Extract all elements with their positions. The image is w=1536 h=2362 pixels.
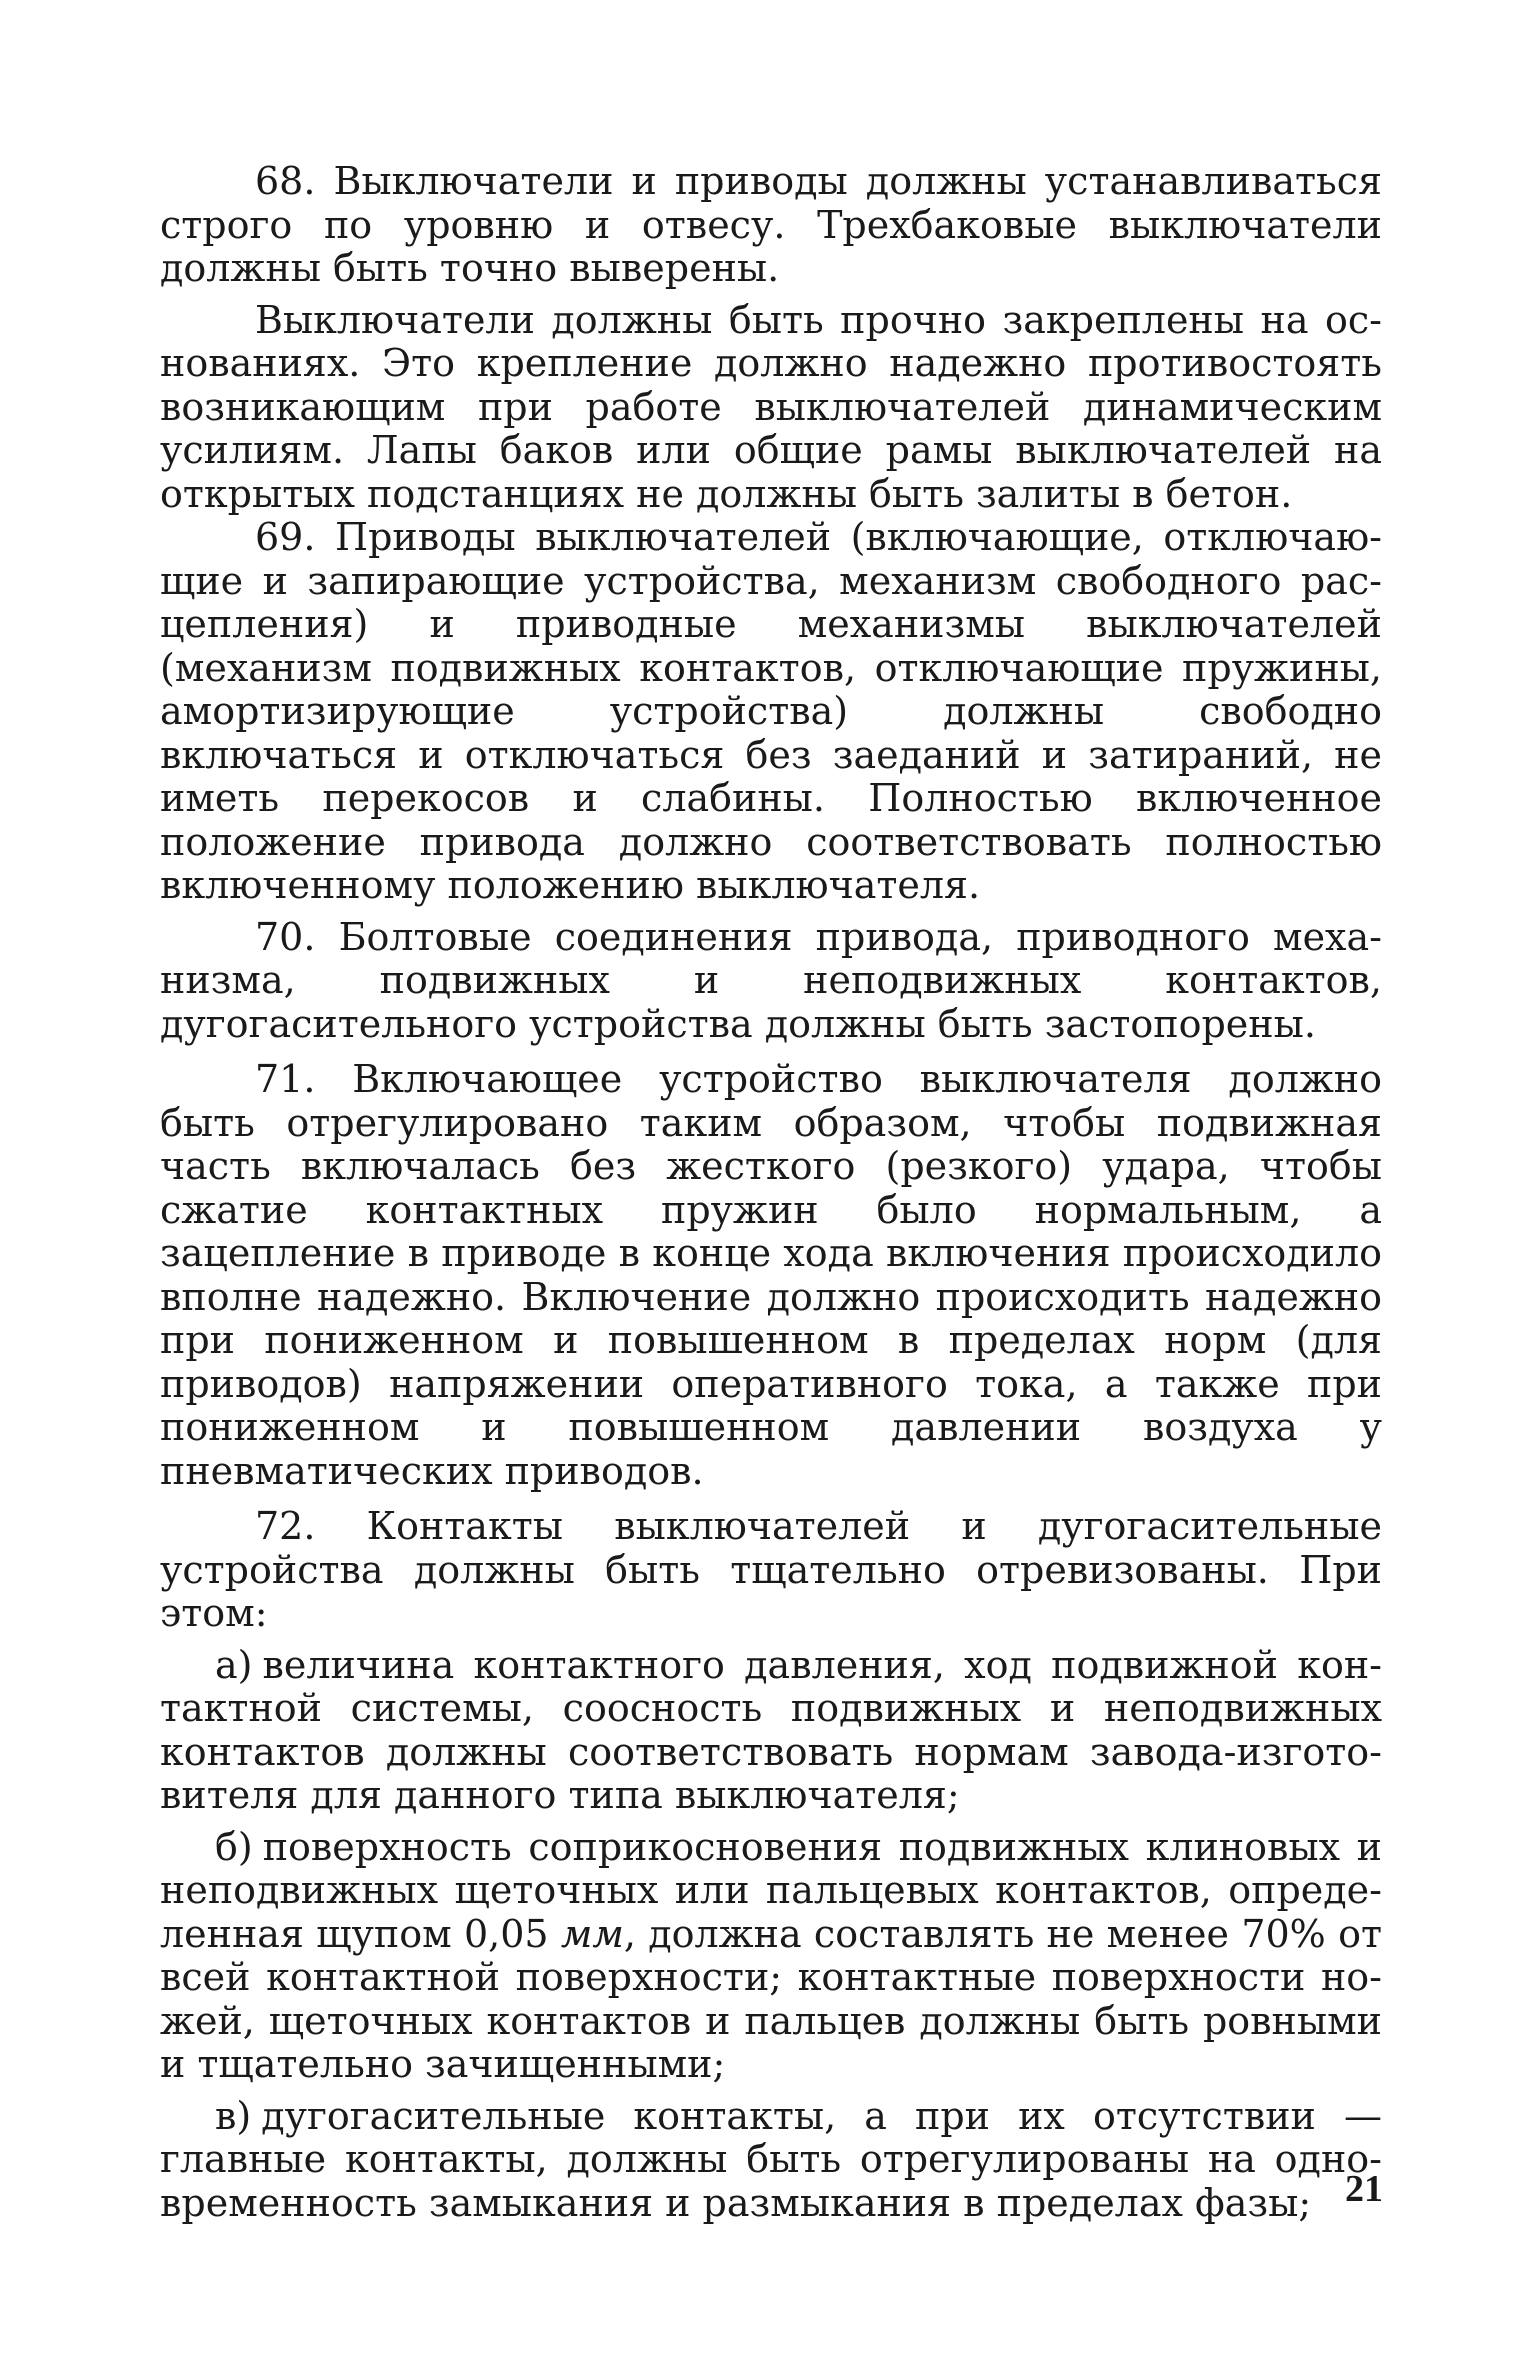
list-item-v [160,2095,1382,2226]
list-item-a [160,1644,1382,1818]
list-item-v-text: дугогасительные контакты, а при их отсутствии — главные контакты, должны быть отрегулированы на одновременность замыкания и размыкания в пределах фазы; [160,2093,1382,2225]
page-body [160,160,1382,2225]
list-item-v-label: в) [215,2093,252,2138]
paragraph-68: 68. Выключатели и приводы должны устанавливаться строго по уровню и отвесу. Трехбаковые выключатели должны быть точно выверены. [160,159,1382,290]
paragraph-72: 72. Контакты выключателей и дугогасительные устройства должны быть тщательно отревизованы. При этом: [160,1504,1382,1635]
list-item-b-label: б) [215,1824,253,1869]
paragraph-71: 71. Включающее устройство выключателя должно быть отрегулировано таким образом, чтобы подвижная часть включалась без жесткого (резкого) удара, чтобы сжатие контактных пружин было нормальным, а зацепление в приводе в конце хода включения происходило вполне надежно. Включение должно происходить надежно при пониженном и повышенном в пределах норм (для приводов) напряжении оперативного тока, а также при пониженном и повышенном давлении воздуха у пневматических приводов. [160,1057,1382,1493]
list-item-a-text: величина контактного давления, ход подвижной контактной системы, соосность подвижных и неподвижных контактов должны соответствовать нормам завода-изготовителя для данного типа выключателя; [160,1642,1382,1817]
list-item-a-label: а) [215,1642,253,1687]
list-item-b-text-after: , должна составлять не менее 70% от всей контактной поверхности; контактные поверхности ножей, щеточных контактов и пальцев должны быть ровными и тщательно зачищенными; [160,1911,1382,2086]
paragraph-69: 69. Приводы выключателей (включающие, отключающие и запирающие устройства, механизм свободного расцепления) и приводные механизмы выключателей (механизм подвижных контактов, отключающие пружины, амортизирующие устройства) должны свободно включаться и отключаться без заеданий и затираний, не иметь перекосов и слабины. Полностью включенное положение привода должно соответствовать полностью включенному положению выключателя. [160,515,1382,907]
list-item-b-unit: мм [560,1911,624,1956]
paragraph-68-continued: Выключатели должны быть прочно закреплены на основаниях. Это крепление должно надежно противостоять возникающим при работе выключателей динамическим усилиям. Лапы баков или общие рамы выключателей на открытых подстанциях не должны быть залиты в бетон. [160,297,1382,516]
list-item-b-text-before: поверхность соприкосновения подвижных клиновых и неподвижных щеточных или пальцевых контактов, определенная щупом 0,05 [160,1824,1382,1956]
page-number: 21 [1345,2168,1383,2210]
list-item-b [160,1826,1382,2087]
paragraph-70: 70. Болтовые соединения привода, приводного механизма, подвижных и неподвижных контактов, дугогасительного устройства должны быть застопорены. [160,914,1382,1046]
